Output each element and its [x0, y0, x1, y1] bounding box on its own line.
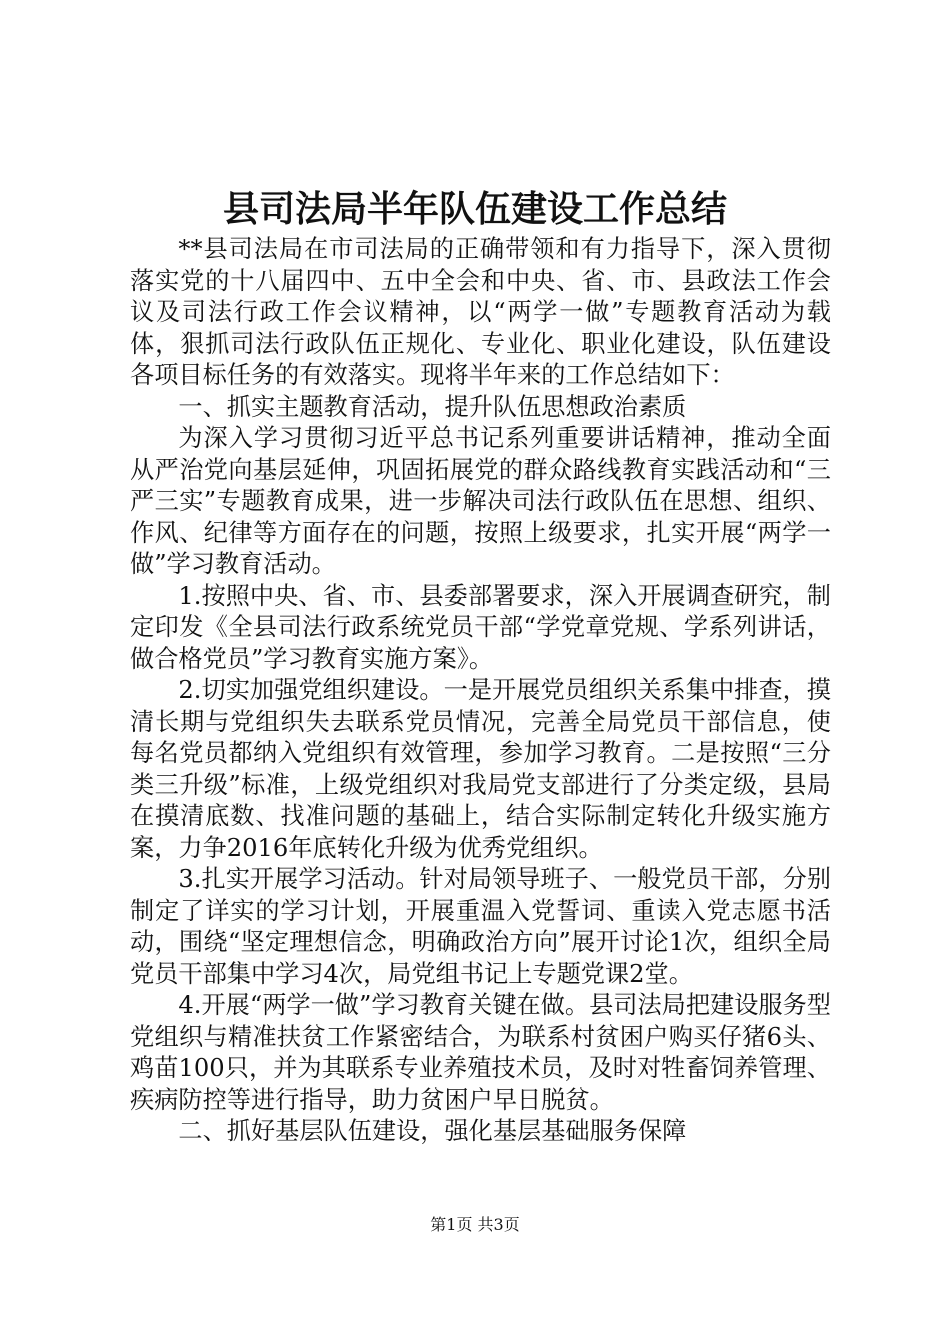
section-heading-2: 二、抓好基层队伍建设，强化基层基础服务保障 [178, 1117, 687, 1145]
document-body [130, 234, 831, 1148]
paragraph-item-2: 2.切实加强党组织建设。一是开展党员组织关系集中排查，摸清长期与党组织失去联系党员情况，完善全局党员干部信息，使每名党员都纳入党组织有效管理，参加学习教育。二是按照“三分类三升级”标准，上级党组织对我局党支部进行了分类定级，县局在摸清底数、找准问题的基础上，结合实际制定转化升级实施方案，力争2016年底转化升级为优秀党组织。 [130, 676, 831, 862]
section-heading-1: 一、抓实主题教育活动，提升队伍思想政治素质 [178, 392, 687, 421]
paragraph-item-1: 1.按照中央、省、市、县委部署要求，深入开展调查研究，制定印发《全县司法行政系统党员干部“学党章党规、学系列讲话，做合格党员”学习教育实施方案》。 [130, 581, 831, 673]
paragraph-intro: **县司法局在市司法局的正确带领和有力指导下，深入贯彻落实党的十八届四中、五中全会和中央、省、市、县政法工作会议及司法行政工作会议精神，以“两学一做”专题教育活动为载体，狠抓司法行政队伍正规化、专业化、职业化建设，队伍建设各项目标任务的有效落实。现将半年来的工作总结如下： [130, 235, 831, 389]
paragraph-item-4: 4.开展“两学一做”学习教育关键在做。县司法局把建设服务型党组织与精准扶贫工作紧密结合，为联系村贫困户购买仔猪6头、鸡苗100只，并为其联系专业养殖技术员，及时对牲畜饲养管理、疾病防控等进行指导，助力贫困户早日脱贫。 [130, 991, 831, 1114]
paragraph-section1-intro: 为深入学习贯彻习近平总书记系列重要讲话精神，推动全面从严治党向基层延伸，巩固拓展党的群众路线教育实践活动和“三严三实”专题教育成果，进一步解决司法行政队伍在思想、组织、作风、纪律等方面存在的问题，按照上级要求，扎实开展“两学一做”学习教育活动。 [130, 424, 831, 578]
paragraph-item-3: 3.扎实开展学习活动。针对局领导班子、一般党员干部，分别制定了详实的学习计划，开展重温入党誓词、重读入党志愿书活动，围绕“坚定理想信念，明确政治方向”展开讨论1次，组织全局党员干部集中学习4次，局党组书记上专题党课2堂。 [130, 865, 831, 988]
document-title: 县司法局半年队伍建设工作总结 [222, 188, 727, 230]
page-number-footer: 第1页 共3页 [430, 1215, 520, 1234]
